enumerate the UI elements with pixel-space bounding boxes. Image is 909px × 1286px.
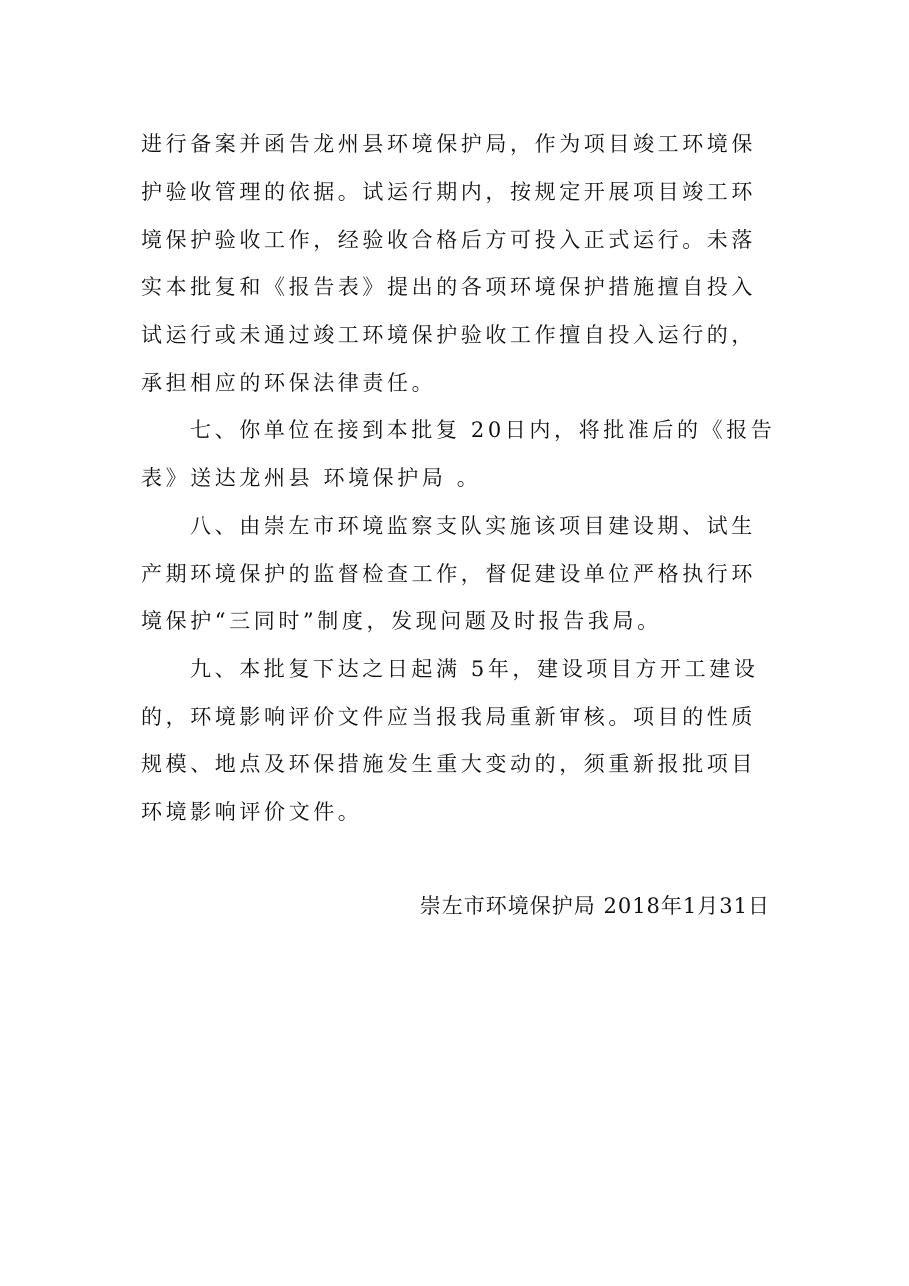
paragraph-line: 试运行或未通过竣工环境保护验收工作擅自投入运行的， [141, 323, 756, 347]
paragraph-line: 进行备案并函告龙州县环境保护局，作为项目竣工环境保 [141, 132, 756, 156]
paragraph-9-line: 九、本批复下达之日起满 5年，建设项目方开工建设 [190, 657, 759, 681]
paragraph-8-line: 产期环境保护的监督检查工作，督促建设单位严格执行环 [141, 562, 756, 586]
signature-date: 崇左市环境保护局 2018年1月31日 [419, 894, 770, 918]
paragraph-line: 境保护验收工作，经验收合格后方可投入正式运行。未落 [141, 228, 756, 252]
paragraph-7-line: 表》送达龙州县 环境保护局 。 [141, 466, 482, 490]
paragraph-9-line: 的，环境影响评价文件应当报我局重新审核。项目的性质 [141, 705, 756, 729]
paragraph-8-line: 八、由崇左市环境监察支队实施该项目建设期、试生 [190, 514, 756, 538]
paragraph-line: 承担相应的环保法律责任。 [141, 371, 437, 395]
paragraph-line: 护验收管理的依据。试运行期内，按规定开展项目竣工环 [141, 180, 756, 204]
paragraph-9-line: 环境影响评价文件。 [141, 800, 363, 824]
paragraph-7-line: 七、你单位在接到本批复 20日内，将批准后的《报告 [190, 418, 776, 442]
paragraph-9-line: 规模、地点及环保措施发生重大变动的，须重新报批项目 [141, 752, 756, 776]
paragraph-8-line: 境保护“三同时”制度，发现问题及时报告我局。 [141, 609, 662, 633]
paragraph-line: 实本批复和《报告表》提出的各项环境保护措施擅自投入 [141, 275, 756, 299]
